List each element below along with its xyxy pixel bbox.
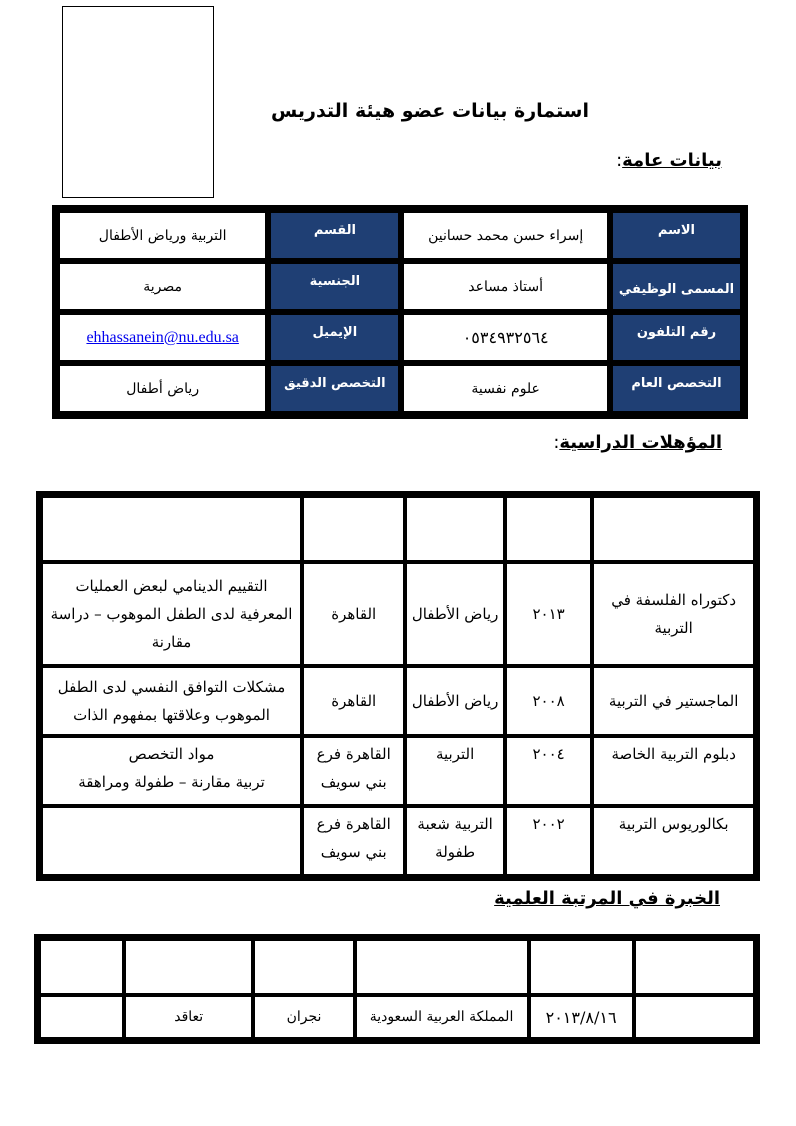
value-nationality: مصرية [59,263,266,310]
table-row [43,564,753,664]
header-method: طريقة الحصول عليه [126,941,251,993]
experience-heading [494,888,720,909]
table-row [41,997,753,1037]
cell-university: القاهرة فرع بني سويف [304,738,403,804]
value-precise-specialty: رياض أطفال [59,365,266,412]
header-notes: ملاحظات [41,941,122,993]
cell-study-title: مشكلات التوافق النفسي لدى الطفل الموهوب وعلاقتها بمفهوم الذات [43,668,300,734]
cell-qualification: بكالوريوس التربية [594,808,753,874]
label-job-title: المسمى الوظيفي [612,263,741,310]
header-date: تاريخه [507,498,591,560]
value-name: إسراء حسن محمد حسانين [403,212,608,259]
label-email: الإيميل [270,314,399,361]
experience-table [34,934,760,1044]
study-title-line-1: مواد التخصص [128,745,215,763]
header-study-title: عنوان الدراسة [43,498,300,560]
table-row [59,314,741,361]
value-department: التربية ورياض الأطفال [59,212,266,259]
cell-university: نجران [255,997,352,1037]
cell-qualification: الماجستير في التربية [594,668,753,734]
cell-date: ٢٠١٣/٨/١٦ [531,997,632,1037]
label-precise-specialty: التخصص الدقيق [270,365,399,412]
header-rank: المرتبة [636,941,753,993]
table-row [43,738,753,804]
cell-study-title [43,808,300,874]
table-row [43,808,753,874]
header-country: بلد الحصول عليه [357,941,527,993]
header-college: الكلية [407,498,502,560]
general-info-table [52,205,748,419]
header-date: تاريخه [531,941,632,993]
email-link[interactable]: ehhassanein@nu.edu.sa [86,328,239,346]
qualifications-table [36,491,760,881]
qualifications-heading-colon: : [553,432,560,453]
cell-rank: أستاذ مساعد [636,997,753,1037]
cell-college: التربية [407,738,502,804]
cell-qualification: دكتوراه الفلسفة في التربية [594,564,753,664]
page-title: استمارة بيانات عضو هيئة التدريس [271,100,589,122]
qualifications-heading [553,432,722,453]
cell-country: المملكة العربية السعودية [357,997,527,1037]
cell-college: رياض الأطفال [407,668,502,734]
cell-study-title: التقييم الدينامي لبعض العمليات المعرفية لدى الطفل الموهوب – دراسة مقارنة [43,564,300,664]
header-university: الجامعة [255,941,352,993]
table-row [43,668,753,734]
experience-heading-text: الخبرة في المرتبة العلمية [494,888,720,909]
cell-method: تعاقد [126,997,251,1037]
general-info-heading-colon: : [616,150,623,171]
cell-date: ٢٠٠٢ [507,808,591,874]
cell-notes [41,997,122,1037]
cell-study-title [43,738,300,804]
cell-college: التربية شعبة طفولة [407,808,502,874]
value-general-specialty: علوم نفسية [403,365,608,412]
cell-qualification: دبلوم التربية الخاصة [594,738,753,804]
value-phone: ٠٥٣٤٩٣٢٥٦٤ [403,314,608,361]
cell-date: ٢٠٠٤ [507,738,591,804]
cell-university: القاهرة [304,564,403,664]
header-university: الجامعة [304,498,403,560]
label-name: الاسم [612,212,741,259]
table-row [59,365,741,412]
header-qualification-type: نوع المؤهل [594,498,753,560]
cell-date: ٢٠١٣ [507,564,591,664]
label-general-specialty: التخصص العام [612,365,741,412]
table-header-row [41,941,753,993]
label-nationality: الجنسية [270,263,399,310]
general-info-heading-text: بيانات عامة [622,150,722,171]
table-row [59,263,741,310]
label-phone: رقم التلفون [612,314,741,361]
table-header-row [43,498,753,560]
photo-placeholder [62,6,214,198]
qualifications-heading-text: المؤهلات الدراسية [559,432,722,453]
cell-date: ٢٠٠٨ [507,668,591,734]
value-email-cell [59,314,266,361]
cell-university: القاهرة فرع بني سويف [304,808,403,874]
cell-college: رياض الأطفال [407,564,502,664]
value-job-title: أستاذ مساعد [403,263,608,310]
label-department: القسم [270,212,399,259]
study-title-line-2: تربية مقارنة – طفولة ومراهقة [78,773,265,791]
cell-university: القاهرة [304,668,403,734]
general-info-heading [616,150,722,171]
table-row [59,212,741,259]
